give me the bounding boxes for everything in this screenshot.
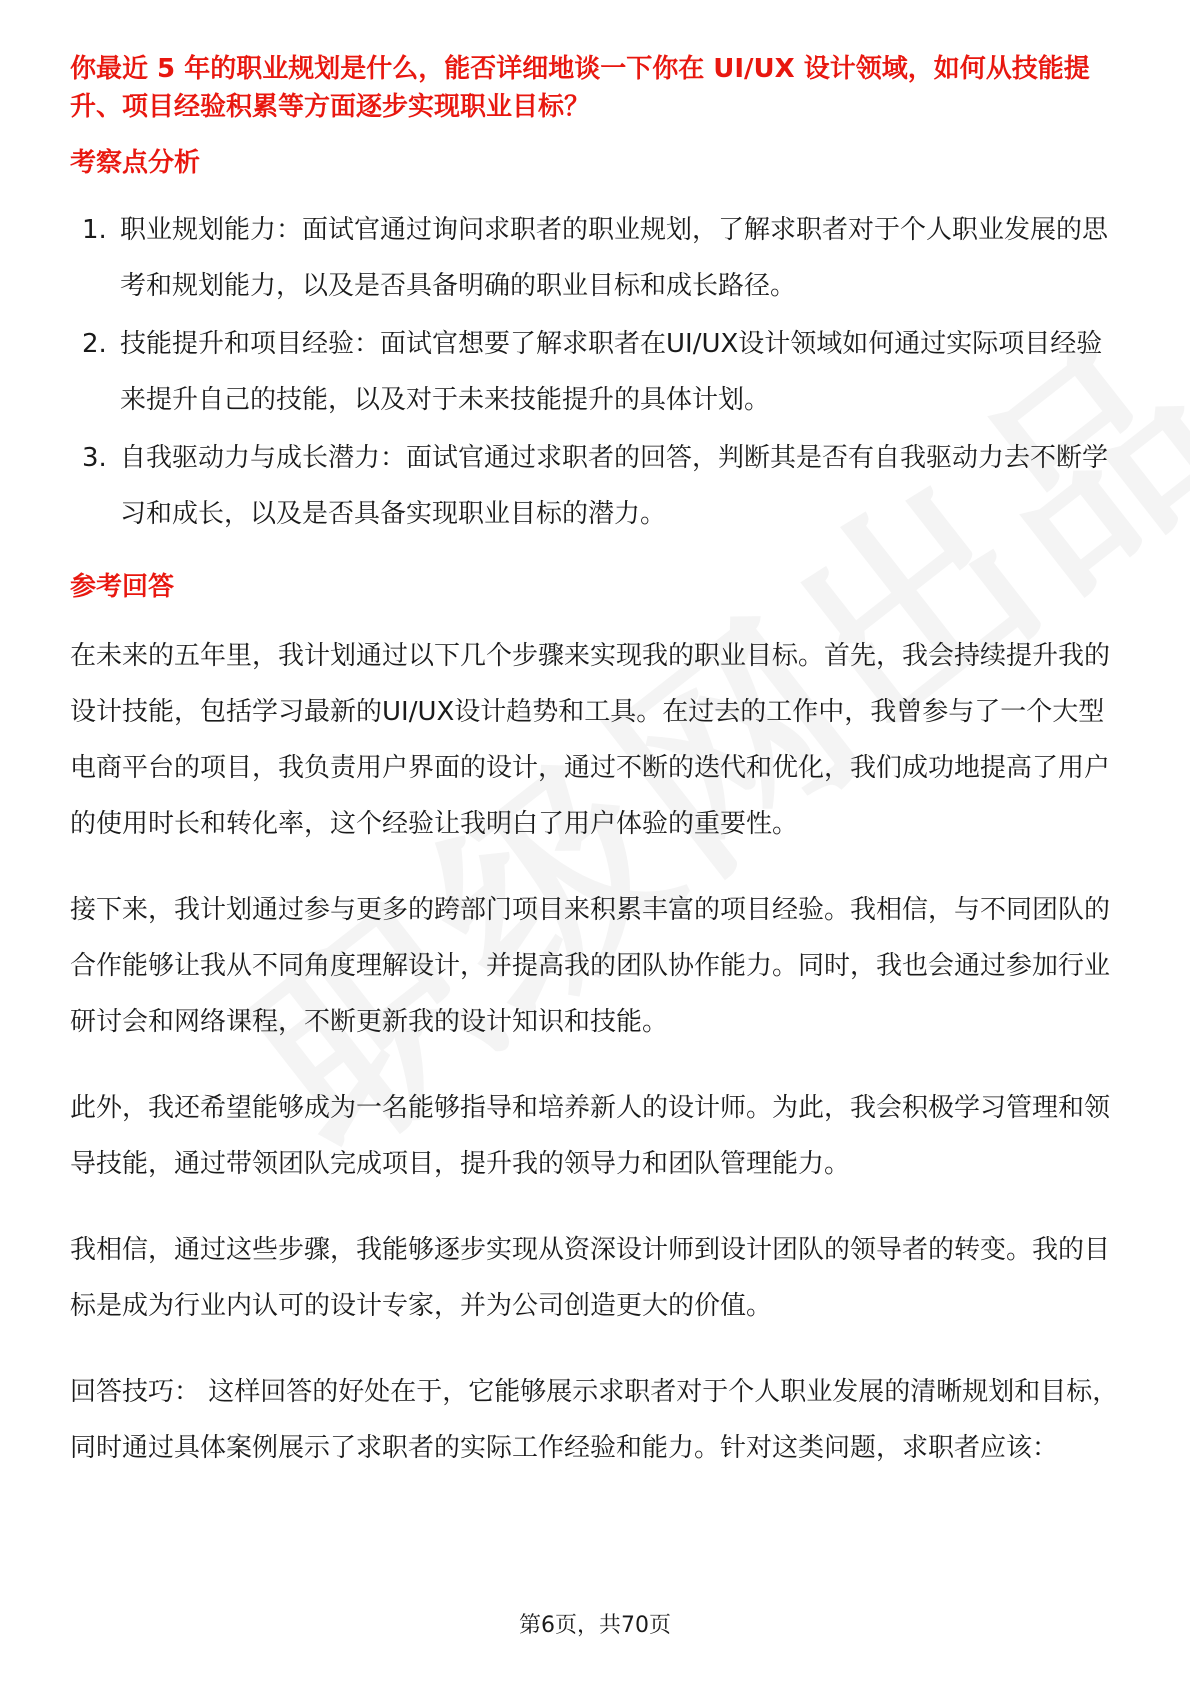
answer-paragraph: 此外，我还希望能够成为一名能够指导和培养新人的设计师。为此，我会积极学习管理和领导技能，通过带领团队完成项目，提升我的领导力和团队管理能力。 — [70, 1093, 1111, 1179]
analysis-item-text: 技能提升和项目经验：面试官想要了解求职者在UI/UX设计领域如何通过实际项目经验来提升自己的技能，以及对于未来技能提升的具体计划。 — [120, 329, 1103, 415]
answer-paragraph: 我相信，通过这些步骤，我能够逐步实现从资深设计师到设计团队的领导者的转变。我的目标是成为行业内认可的设计专家，并为公司创造更大的价值。 — [70, 1235, 1111, 1321]
analysis-item-text: 职业规划能力：面试官通过询问求职者的职业规划，了解求职者对于个人职业发展的思考和规划能力，以及是否具备明确的职业目标和成长路径。 — [120, 215, 1109, 301]
analysis-list — [70, 202, 1120, 542]
list-number: 2. — [82, 329, 107, 359]
page-number: 第6页，共70页 — [519, 1613, 671, 1638]
list-number: 3. — [82, 443, 107, 473]
answer-paragraph: 接下来，我计划通过参与更多的跨部门项目来积累丰富的项目经验。我相信，与不同团队的合作能够让我从不同角度理解设计，并提高我的团队协作能力。同时，我也会通过参加行业研讨会和网络课程，不断更新我的设计知识和技能。 — [70, 895, 1111, 1037]
reference-title: 参考回答 — [70, 572, 175, 602]
analysis-item — [70, 430, 1120, 542]
list-number: 1. — [82, 215, 107, 245]
analysis-item — [70, 202, 1120, 314]
answer-paragraph: 在未来的五年里，我计划通过以下几个步骤来实现我的职业目标。首先，我会持续提升我的设计技能，包括学习最新的UI/UX设计趋势和工具。在过去的工作中，我曾参与了一个大型电商平台的项目，我负责用户界面的设计，通过不断的迭代和优化，我们成功地提高了用户的使用时长和转化率，这个经验让我明白了用户体验的重要性。 — [70, 641, 1111, 839]
answer-tips-paragraph: 回答技巧： 这样回答的好处在于，它能够展示求职者对于个人职业发展的清晰规划和目标，同时通过具体案例展示了求职者的实际工作经验和能力。针对这类问题，求职者应该： — [70, 1377, 1119, 1463]
document-body — [70, 50, 1120, 1476]
question-heading: 你最近 5 年的职业规划是什么，能否详细地谈一下你在 UI/UX 设计领域，如何从技能提升、项目经验积累等方面逐步实现职业目标？ — [70, 54, 1090, 122]
analysis-item — [70, 316, 1120, 428]
analysis-title: 考察点分析 — [70, 148, 201, 178]
analysis-item-text: 自我驱动力与成长潜力：面试官通过求职者的回答，判断其是否有自我驱动力去不断学习和成长，以及是否具备实现职业目标的潜力。 — [120, 443, 1109, 529]
